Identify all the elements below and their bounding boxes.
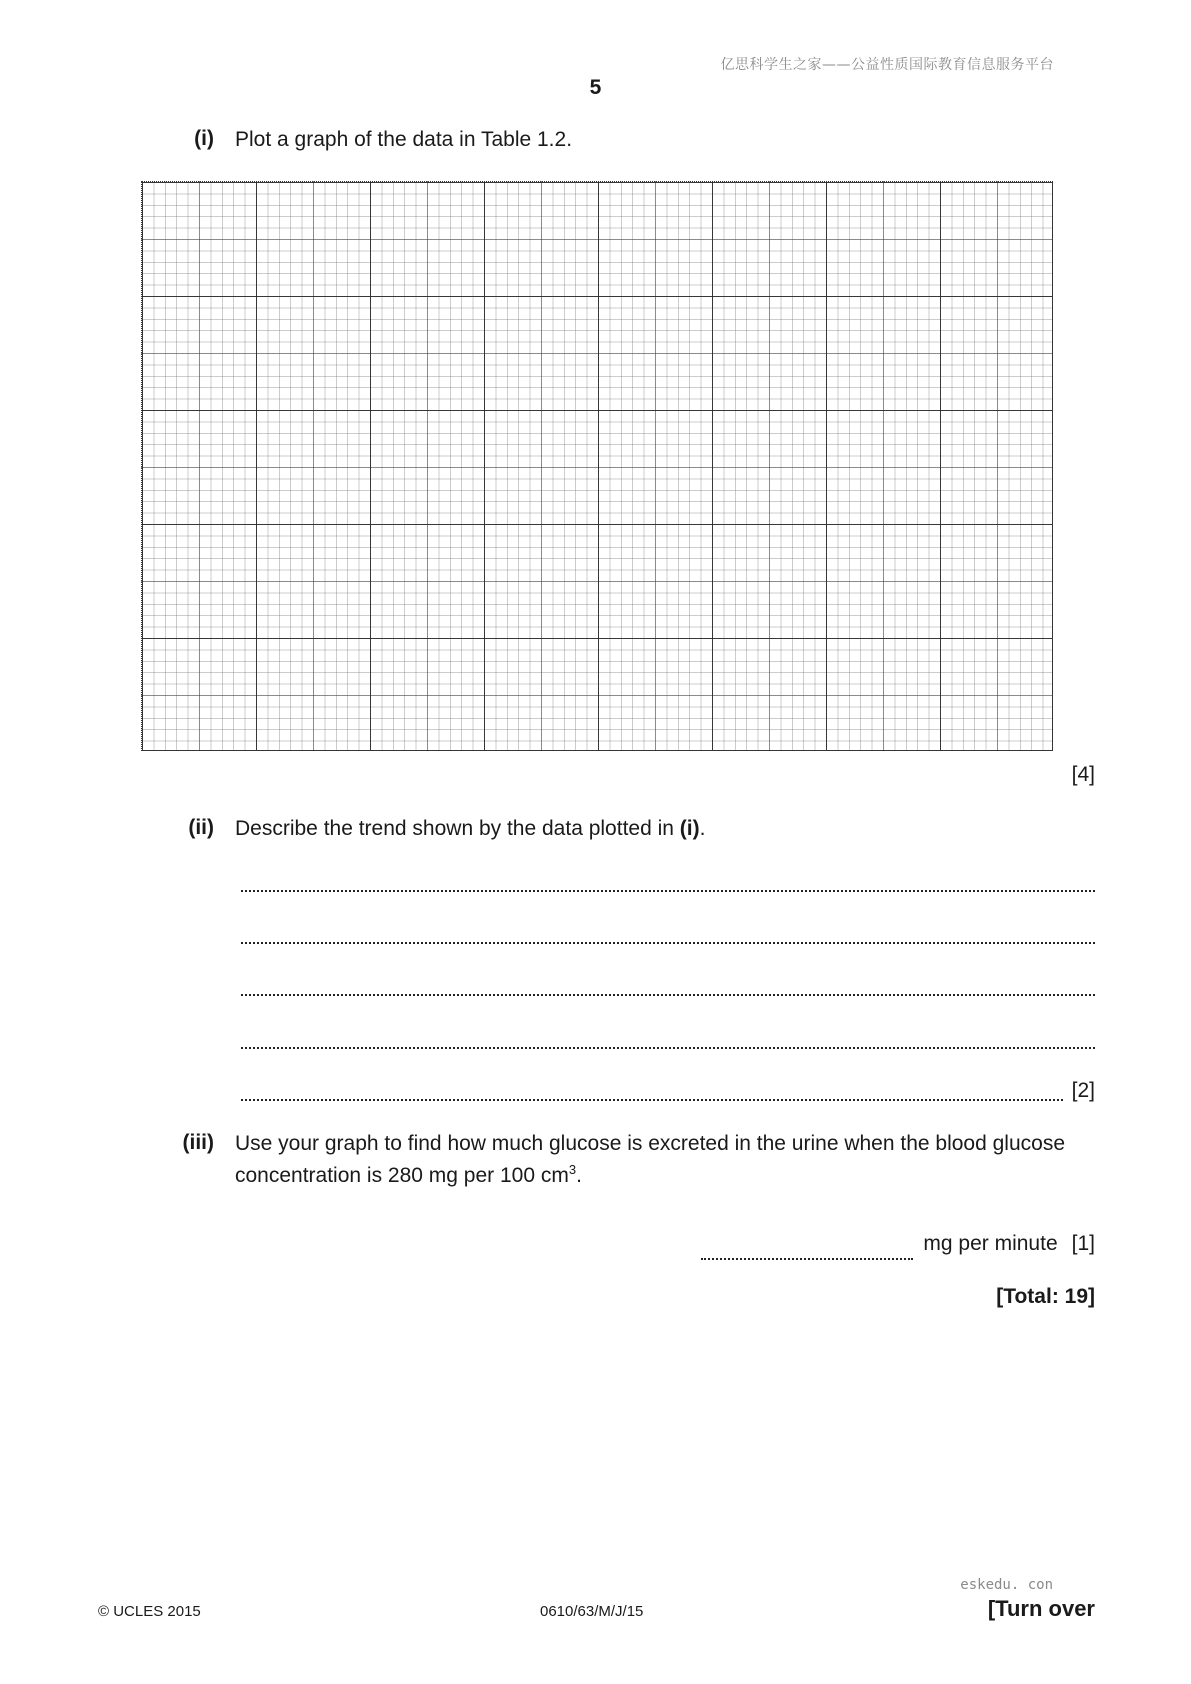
question-label-i: (i) xyxy=(194,127,214,150)
question-text-ii-main: Describe the trend shown by the data plotted in xyxy=(235,817,680,840)
question-label-iii: (iii) xyxy=(182,1131,214,1154)
footer-turn-over: [Turn over xyxy=(987,1596,1095,1621)
question-text-i: Plot a graph of the data in Table 1.2. xyxy=(235,128,573,151)
footer-brand-watermark: eskedu. con xyxy=(960,1577,1053,1593)
header-watermark: 亿思科学生之家——公益性质国际教育信息服务平台 xyxy=(720,57,1054,73)
answer-line-1[interactable] xyxy=(241,872,1095,892)
marks-iii: [1] xyxy=(1071,1232,1095,1255)
final-answer-row xyxy=(701,1232,1095,1256)
question-text-ii-end: . xyxy=(699,817,706,840)
question-label-ii: (ii) xyxy=(188,816,214,839)
answer-line-5[interactable] xyxy=(241,1081,1063,1101)
question-text-iii-line1: Use your graph to find how much glucose is excreted in the urine when the blood glucose xyxy=(235,1132,1065,1155)
footer-paper-code: 0610/63/M/J/15 xyxy=(540,1603,644,1620)
question-text-iii-line2 xyxy=(235,1157,582,1189)
question-text-iii-line2-main: concentration is 280 mg per 100 cm xyxy=(235,1164,569,1187)
question-text-iii-superscript: 3 xyxy=(568,1162,577,1177)
total-marks: [Total: 19] xyxy=(996,1285,1095,1308)
question-text-ii xyxy=(235,816,705,842)
question-text-iii-line2-end: . xyxy=(576,1164,582,1187)
answer-line-3[interactable] xyxy=(241,976,1095,996)
answer-line-2[interactable] xyxy=(241,924,1095,944)
marks-ii: [2] xyxy=(1071,1079,1095,1102)
footer-copyright: © UCLES 2015 xyxy=(98,1603,201,1620)
marks-i: [4] xyxy=(1071,763,1095,786)
page-number: 5 xyxy=(589,76,602,99)
final-answer-line[interactable] xyxy=(701,1236,913,1256)
answer-line-4[interactable] xyxy=(241,1029,1095,1049)
question-text-ii-ref: (i) xyxy=(679,817,700,840)
graph-paper-grid[interactable] xyxy=(141,181,1053,751)
final-answer-unit: mg per minute xyxy=(923,1232,1058,1255)
